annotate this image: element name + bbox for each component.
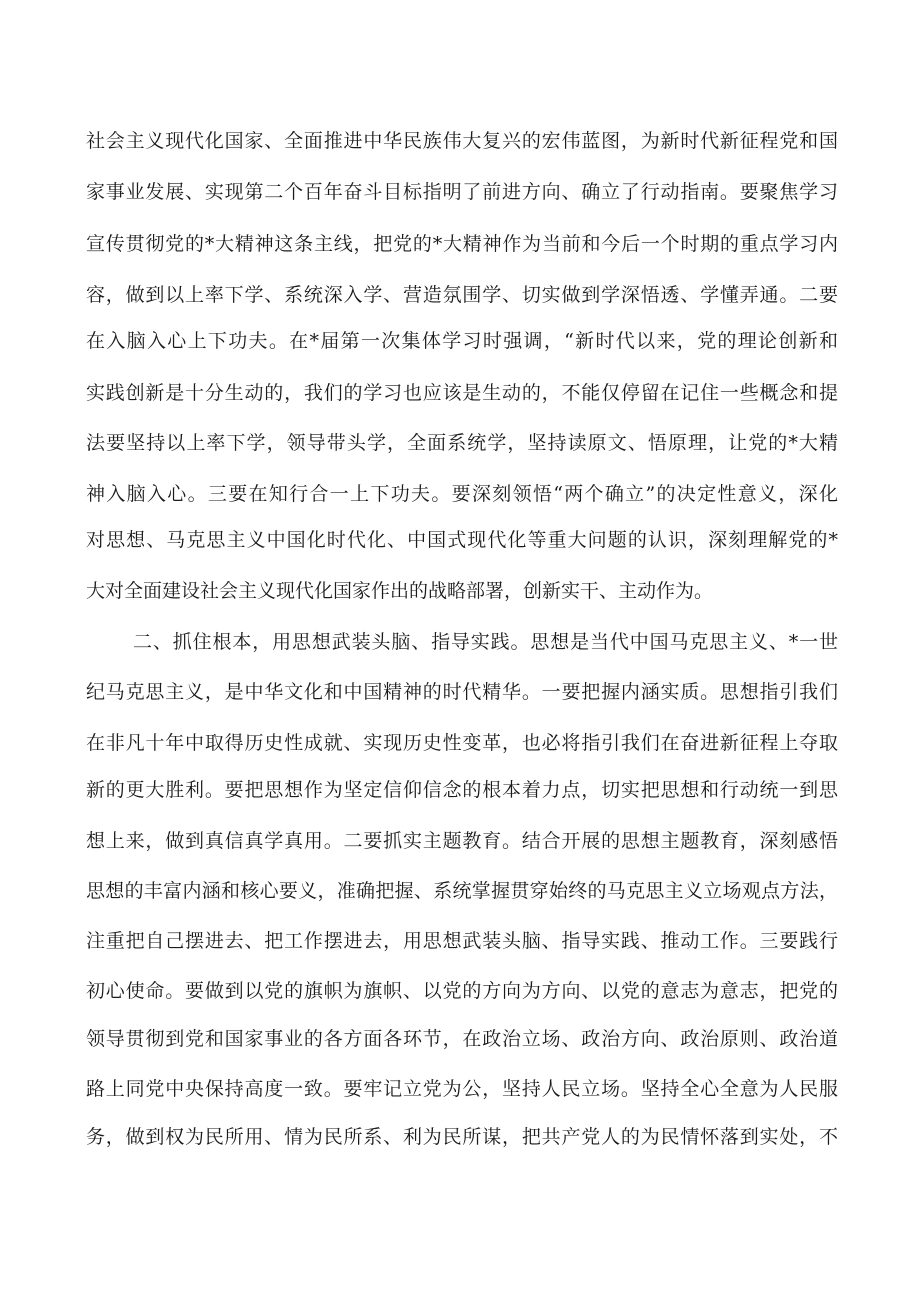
text-line: 对思想、马克思主义中国化时代化、中国式现代化等重大问题的认识，深刻理解党的*: [86, 529, 838, 551]
text-line: 新的更大胜利。要把思想作为坚定信仰信念的根本着力点，切实把思想和行动统一到思: [86, 779, 838, 801]
text-line: 纪马克思主义，是中华文化和中国精神的时代精华。一要把握内涵实质。思想指引我们: [86, 681, 838, 703]
text-line: 容，做到以上率下学、系统深入学、营造氛围学、切实做到学深悟透、学懂弄通。二要: [86, 284, 838, 306]
text-line: 神入脑入心。三要在知行合一上下功夫。要深刻领悟“两个确立”的决定性意义，深化: [86, 483, 838, 505]
text-line: 思想的丰富内涵和核心要义，准确把握、系统掌握贯穿始终的马克思主义立场观点方法，: [86, 880, 838, 902]
text-line: 务，做到权为民所用、情为民所系、利为民所谋，把共产党人的为民情怀落到实处，不: [86, 1126, 838, 1148]
text-line: 在非凡十年中取得历史性成就、实现历史性变革，也必将指引我们在奋进新征程上夺取: [86, 732, 838, 754]
text-line: 在入脑入心上下功夫。在*届第一次集体学习时强调，“新时代以来，党的理论创新和: [86, 330, 838, 352]
paragraph-heading-line: 二、抓住根本，用思想武装头脑、指导实践。思想是当代中国马克思主义、*一世: [133, 631, 838, 653]
text-line: 想上来，做到真信真学真用。二要抓实主题教育。结合开展的思想主题教育，深刻感悟: [86, 830, 838, 852]
text-line: 领导贯彻到党和国家事业的各方面各环节，在政治立场、政治方向、政治原则、政治道: [86, 1028, 838, 1050]
text-line: 宣传贯彻党的*大精神这条主线，把党的*大精神作为当前和今后一个时期的重点学习内: [86, 233, 838, 255]
text-line: 社会主义现代化国家、全面推进中华民族伟大复兴的宏伟蓝图，为新时代新征程党和国: [86, 130, 838, 152]
text-line: 路上同党中央保持高度一致。要牢记立党为公，坚持人民立场。坚持全心全意为人民服: [86, 1078, 838, 1100]
text-line: 初心使命。要做到以党的旗帜为旗帜、以党的方向为方向、以党的意志为意志，把党的: [86, 980, 838, 1002]
text-line: 家事业发展、实现第二个百年奋斗目标指明了前进方向、确立了行动指南。要聚焦学习: [86, 181, 838, 203]
text-line: 实践创新是十分生动的，我们的学习也应该是生动的，不能仅停留在记住一些概念和提: [86, 382, 838, 404]
text-line: 法要坚持以上率下学，领导带头学，全面系统学，坚持读原文、悟原理，让党的*大精: [86, 432, 838, 454]
text-line: 注重把自己摆进去、把工作摆进去，用思想武装头脑、指导实践、推动工作。三要践行: [86, 930, 838, 952]
text-line: 大对全面建设社会主义现代化国家作出的战略部署，创新实干、主动作为。: [86, 580, 714, 602]
